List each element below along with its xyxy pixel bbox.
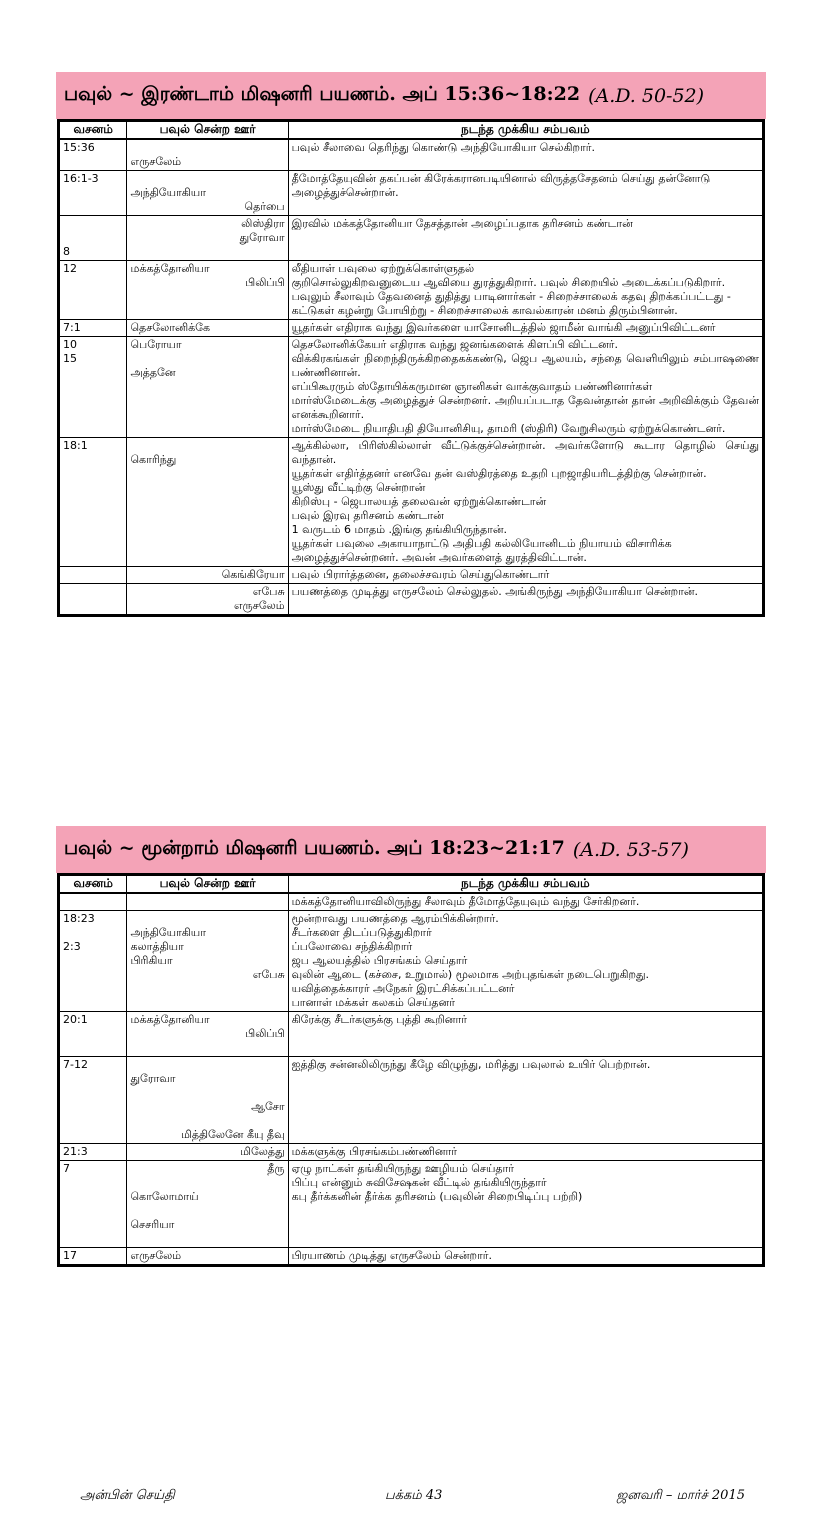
- place-line: [130, 1086, 284, 1100]
- place-line: எருசலேம்: [130, 155, 182, 168]
- verse-cell: [59, 1057, 127, 1144]
- table-row: [59, 171, 764, 216]
- event-line: மக்களுக்கு பிரசங்கம்பண்ணினார்: [291, 1145, 458, 1158]
- event-line: கபு தீர்க்கனின் தீர்க்க தரிசனம் (பவுலின் சிறைபிடிப்பு பற்றி): [291, 1190, 583, 1203]
- verse-cell: [59, 261, 127, 320]
- verse-line: 7:1: [63, 321, 81, 334]
- event-cell: [288, 438, 763, 567]
- verse-line: 17: [63, 1249, 77, 1262]
- section-title: பவுல் ~ இரண்டாம் மிஷனரி பயணம். அப் 15:36~18:22: [64, 83, 581, 105]
- event-cell: [288, 1161, 763, 1248]
- place-line: [130, 172, 284, 186]
- place-cell: [127, 171, 288, 216]
- verse-line: 2:3: [63, 940, 81, 953]
- event-cell: [288, 1248, 763, 1266]
- verse-line: 7-12: [63, 1058, 88, 1071]
- header-place: பவுல் சென்ற ஊர்: [127, 121, 288, 140]
- event-line: யவித்தைக்காரர் அநேகர் இரட்சிக்கப்பட்டனர்: [291, 982, 515, 995]
- event-cell: [288, 261, 763, 320]
- verse-cell: [59, 1161, 127, 1248]
- verse-line: [63, 585, 123, 599]
- verse-line: 16:1-3: [63, 172, 99, 185]
- place-line: பெரோயா: [130, 338, 182, 351]
- event-line: யூஸ்து வீட்டிற்கு சென்றான்: [291, 481, 426, 494]
- place-line: ஆசோ: [251, 1100, 285, 1113]
- event-line: பவுல் சீலாவை தெரிந்து கொண்டு அந்தியோகியா செல்கிறார்.: [291, 141, 596, 154]
- place-cell: [127, 139, 288, 171]
- event-line: பவுல் இரவு தரிசனம் கண்டான்: [291, 509, 444, 522]
- header-event: நடந்த முக்கிய சம்பவம்: [288, 121, 763, 140]
- event-line: தீமோத்தேயுவின் தகப்பன் கிரேக்கரானபடியினால் விருத்தசேதனம் செய்து தன்னோடு அழைத்துச்சென்றான்.: [291, 172, 711, 199]
- verse-cell: [59, 337, 127, 438]
- section-banner: [56, 826, 766, 873]
- place-line: தீரு: [267, 1162, 285, 1175]
- verse-cell: [59, 1012, 127, 1057]
- table-row: [59, 320, 764, 337]
- section-banner: [56, 72, 766, 119]
- place-line: [130, 1176, 284, 1190]
- table-row: [59, 1012, 764, 1057]
- place-cell: [127, 893, 288, 911]
- place-line: [130, 141, 284, 155]
- footer-issue-date: ஜனவரி – மார்ச் 2015: [616, 1488, 745, 1503]
- event-line: ஜப ஆலயத்தில் பிரசங்கம் செய்தார்: [291, 954, 468, 967]
- section-date-range: (A.D. 53-57): [572, 838, 689, 861]
- event-line: பிரயாணம் முடித்து எருசலேம் சென்றார்.: [291, 1249, 492, 1262]
- header-verse: வசனம்: [59, 875, 127, 894]
- table-row: [59, 261, 764, 320]
- event-cell: [288, 1057, 763, 1144]
- footer-publication: அன்பின் செய்தி: [80, 1488, 175, 1503]
- place-line: தெசலோனிக்கே: [130, 321, 211, 334]
- event-line: ஐத்திகு சன்னலிலிருந்து கீழே விழுந்து, மரித்து பவுலால் உயிர் பெற்றான்.: [291, 1058, 651, 1071]
- event-line: ப்பலோவை சந்திக்கிறார்: [291, 940, 413, 953]
- place-line: கொரிந்து: [130, 453, 177, 466]
- place-line: [130, 895, 284, 909]
- verse-line: [63, 217, 123, 231]
- place-line: அந்தியோகியா: [130, 926, 206, 939]
- verse-line: [63, 568, 123, 582]
- table-row: [59, 1057, 764, 1144]
- event-line: கிரேக்கு சீடர்களுக்கு புத்தி கூறினார்: [291, 1013, 467, 1026]
- event-cell: [288, 171, 763, 216]
- event-line: மார்ஸ்மேடைக்கு அழைத்துச் சென்றனர். அறியப்படாத தேவன்தான் தான் அறிவிக்கும் தேவன் எனக்கூறினார்.: [291, 394, 759, 421]
- event-line: மார்ஸ்மேடை நியாதிபதி தியோனிசியு, தாமரி (ஸ்திரி) வேறுசிலரும் ஏற்றுக்கொண்டனர்.: [291, 422, 726, 435]
- verse-line: 18:1: [63, 439, 88, 452]
- event-cell: [288, 320, 763, 337]
- verse-line: [63, 895, 123, 909]
- place-line: மக்கத்தோனியா: [130, 262, 210, 275]
- journey-table-body: [59, 139, 764, 616]
- place-line: பிரிகியா: [130, 954, 173, 967]
- event-line: யூதர்கள் பவுலை அகாயாநாட்டு அதிபதி கல்லியோனிடம் நியாயம் விசாரிக்க அழைத்துச்சென்றனர். அவன் அவர்களைத் துரத்திவிட்டான்.: [291, 537, 672, 564]
- place-line: பிலிப்பி: [245, 1027, 285, 1040]
- header-place: பவுல் சென்ற ஊர்: [127, 875, 288, 894]
- section-date-range: (A.D. 50-52): [588, 84, 705, 107]
- place-line: கொலோமாய்: [130, 1190, 199, 1203]
- table-row: [59, 139, 764, 171]
- place-cell: [127, 1248, 288, 1266]
- verse-cell: [59, 893, 127, 911]
- place-line: மிலேத்து: [240, 1145, 285, 1158]
- table-row: [59, 567, 764, 584]
- table-row: [59, 337, 764, 438]
- verse-cell: [59, 911, 127, 1012]
- event-cell: [288, 1012, 763, 1057]
- place-cell: [127, 261, 288, 320]
- place-cell: [127, 337, 288, 438]
- verse-line: 8: [63, 245, 70, 258]
- verse-line: 10: [63, 338, 77, 351]
- place-cell: [127, 1012, 288, 1057]
- table-header-row: [59, 121, 764, 140]
- place-line: எருசலேம்: [130, 1249, 182, 1262]
- event-line: பயணத்தை முடித்து எருசலேம் செல்லுதல். அங்கிருந்து அந்தியோகியா சென்றான்.: [291, 585, 699, 598]
- event-line: பவுலும் சீலாவும் தேவனைத் துதித்து பாடினார்கள் - சிறைச்சாலைக் கதவு திறக்கப்பட்டது - கட்டுகள் கழன்று போயிற்று - சிறைச்சாலைக் காவல்காரன் மனம் திரும்பினான்.: [291, 290, 731, 317]
- event-line: விக்கிரகங்கள் நிறைந்திருக்கிறதைகக்கண்டு, ஜெப ஆலயம், சந்தை வெளியிலும் சம்பாஷணை பண்ணினான்.: [291, 352, 759, 379]
- place-line: லிஸ்திரா: [241, 217, 285, 230]
- verse-cell: [59, 1144, 127, 1161]
- place-cell: [127, 567, 288, 584]
- verse-line: [63, 231, 123, 245]
- table-row: [59, 1144, 764, 1161]
- event-cell: [288, 584, 763, 616]
- verse-cell: [59, 171, 127, 216]
- third-journey-section: [56, 826, 766, 1267]
- table-row: [59, 438, 764, 567]
- event-line: லீதியாள் பவுலை ஏற்றுக்கொள்ளுதல்: [291, 262, 475, 275]
- place-line: [130, 1114, 284, 1128]
- place-line: மித்திலேனே கீயு தீவு: [181, 1128, 285, 1141]
- journey-table: [57, 873, 765, 1267]
- place-line: [130, 1058, 284, 1072]
- event-line: பவுல் பிரார்த்தனை, தலைச்சவரம் செய்துகொண்டார்: [291, 568, 550, 581]
- table-header-row: [59, 875, 764, 894]
- place-line: [130, 1041, 284, 1055]
- verse-cell: [59, 438, 127, 567]
- place-line: எபேசு: [252, 585, 285, 598]
- place-line: அந்தியோகியா: [130, 186, 206, 199]
- verse-cell: [59, 567, 127, 584]
- event-line: 1 வருடம் 6 மாதம் .இங்கு தங்கியிருந்தான்.: [291, 523, 508, 536]
- place-line: [130, 439, 284, 453]
- place-cell: [127, 1161, 288, 1248]
- event-line: மக்கத்தோனியாவிலிருந்து சீலாவும் தீமோத்தேயுவும் வந்து சேர்கிறனர்.: [291, 895, 640, 908]
- verse-line: 15:36: [63, 141, 95, 154]
- event-line: மூன்றாவது பயணத்தை ஆரம்பிக்கின்றார்.: [291, 912, 499, 925]
- event-line: ஏழு நாட்கள் தங்கியிருந்து ஊழியம் செய்தார்: [291, 1162, 515, 1175]
- event-line: சீடர்களை திடப்படுத்துகிறார்: [291, 926, 432, 939]
- event-cell: [288, 1144, 763, 1161]
- place-cell: [127, 216, 288, 261]
- place-cell: [127, 584, 288, 616]
- footer-page-number: பக்கம் 43: [385, 1488, 443, 1503]
- table-row: [59, 911, 764, 1012]
- verse-line: 20:1: [63, 1013, 88, 1026]
- place-line: தெர்பை: [244, 200, 285, 213]
- place-line: பிலிப்பி: [245, 276, 285, 289]
- place-line: துரோவா: [239, 231, 285, 244]
- verse-line: 15: [63, 352, 77, 365]
- second-journey-section: [56, 72, 766, 617]
- verse-line: 12: [63, 262, 77, 275]
- place-line: [130, 912, 284, 926]
- verse-line: [63, 926, 123, 940]
- table-row: [59, 584, 764, 616]
- verse-line: 7: [63, 1162, 70, 1175]
- place-cell: [127, 911, 288, 1012]
- event-cell: [288, 567, 763, 584]
- place-line: செசரியா: [130, 1218, 175, 1231]
- verse-cell: [59, 1248, 127, 1266]
- table-row: [59, 893, 764, 911]
- event-line: வுலின் ஆடை (கச்சை, உறுமால்) மூலமாக அற்புதங்கள் நடைபெறுகிறது.: [291, 968, 649, 981]
- verse-line: 18:23: [63, 912, 95, 925]
- event-line: இரவில் மக்கத்தோனியா தேசத்தான் அழைப்பதாக தரிசனம் கண்டான்: [291, 217, 633, 230]
- section-title: பவுல் ~ மூன்றாம் மிஷனரி பயணம். அப் 18:23~21:17: [64, 837, 565, 859]
- event-line: யூதர்கள் எதிர்த்தனர் எனவே தன் வஸ்திரத்தை உதறி புறஜாதியரிடத்திற்கு சென்றான்.: [291, 467, 707, 480]
- place-line: [130, 352, 284, 366]
- place-line: எருசலேம்: [233, 599, 285, 612]
- event-line: கிறிஸ்பு - ஜெபாலயத் தலைவன் ஏற்றுக்கொண்டான்: [291, 495, 547, 508]
- header-verse: வசனம்: [59, 121, 127, 140]
- event-line: குறிசொல்லுகிறவனுடைய ஆவியை துரத்துகிறார். பவுல் சிறையில் அடைக்கப்படுகிறார்.: [291, 276, 726, 289]
- header-event: நடந்த முக்கிய சம்பவம்: [288, 875, 763, 894]
- event-line: ஆக்கில்லா, பிரிஸ்கில்லாள் வீட்டுக்குச்சென்றான். அவர்களோடு கூடார தொழில் செய்து வந்தான்.: [291, 439, 759, 466]
- event-line: பிப்பு என்னும் சுவிசேஷகன் வீட்டில் தங்கியிருந்தார்: [291, 1176, 547, 1189]
- verse-cell: [59, 216, 127, 261]
- place-line: மக்கத்தோனியா: [130, 1013, 210, 1026]
- event-line: எப்பிகூரரும் ஸ்தோயிக்கருமான ஞானிகள் வாக்குவாதம் பண்ணினார்கள்: [291, 380, 653, 393]
- place-cell: [127, 438, 288, 567]
- event-cell: [288, 139, 763, 171]
- place-cell: [127, 320, 288, 337]
- place-line: எபேசு: [252, 968, 285, 981]
- place-line: [130, 1232, 284, 1246]
- place-line: கலாத்தியா: [130, 940, 184, 953]
- verse-cell: [59, 584, 127, 616]
- table-row: [59, 1161, 764, 1248]
- event-cell: [288, 216, 763, 261]
- table-row: [59, 1248, 764, 1266]
- place-line: [130, 1204, 284, 1218]
- verse-cell: [59, 139, 127, 171]
- event-line: யூதர்கள் எதிராக வந்து இவர்களை யாசோனிடத்தில் ஜாமீன் வாங்கி அனுப்பிவிட்டனர்: [291, 321, 716, 334]
- place-line: அத்தனே: [130, 366, 176, 379]
- place-line: துரோவா: [130, 1072, 176, 1085]
- event-cell: [288, 893, 763, 911]
- table-row: [59, 216, 764, 261]
- verse-line: 21:3: [63, 1145, 88, 1158]
- verse-cell: [59, 320, 127, 337]
- journey-table: [57, 119, 765, 617]
- event-cell: [288, 337, 763, 438]
- event-line: தெசலோனிக்கேயர் எதிராக வந்து ஜனங்களைக் கிளப்பி விட்டனர்.: [291, 338, 618, 351]
- place-cell: [127, 1057, 288, 1144]
- place-cell: [127, 1144, 288, 1161]
- event-line: பானாள் மக்கள் கலகம் செய்தனர்: [291, 996, 455, 1009]
- place-line: கெங்கிரேயா: [221, 568, 285, 581]
- event-cell: [288, 911, 763, 1012]
- journey-table-body: [59, 893, 764, 1266]
